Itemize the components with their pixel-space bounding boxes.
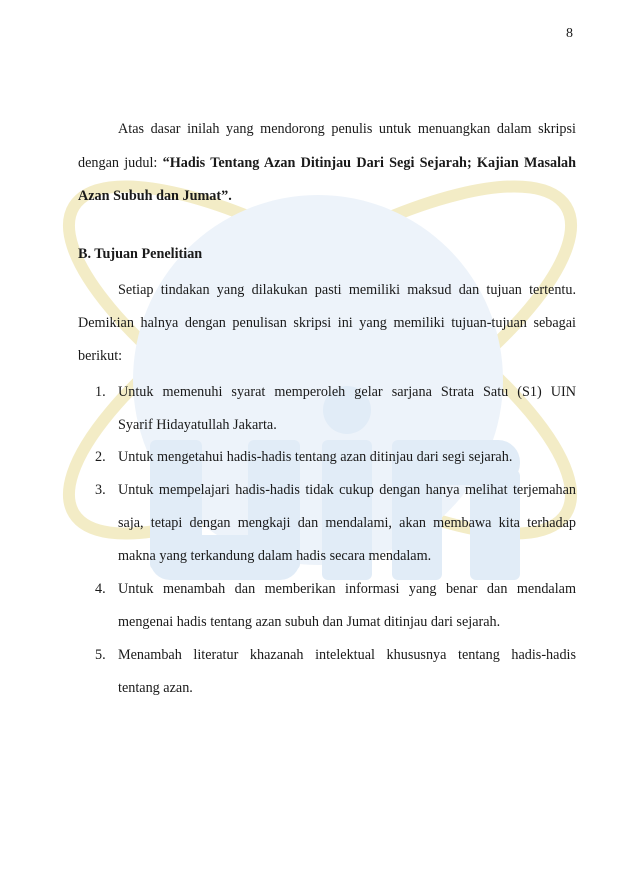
paragraph-line: berikut: bbox=[78, 348, 123, 364]
page-number: 8 bbox=[566, 26, 573, 41]
list-item-line: tentang azan. bbox=[118, 680, 193, 696]
list-item-line: saja, tetapi dengan mengkaji dan mendalami, akan membawa kita terhadap bbox=[118, 515, 576, 531]
list-item-number: 3. bbox=[95, 482, 106, 498]
list-item-line: Untuk mempelajari hadis-hadis tidak cukup dengan hanya melihat terjemahan bbox=[118, 482, 576, 498]
thesis-title-text: Azan Subuh dan Jumat”. bbox=[78, 188, 232, 204]
paragraph-line: Setiap tindakan yang dilakukan pasti memiliki maksud dan tujuan tertentu. bbox=[118, 282, 576, 298]
list-item-number: 4. bbox=[95, 581, 106, 597]
list-item-line: makna yang terkandung dalam hadis secara mendalam. bbox=[118, 548, 432, 564]
list-item-line: mengenai hadis tentang azan subuh dan Jumat ditinjau dari sejarah. bbox=[118, 614, 501, 630]
thesis-title-text: “Hadis Tentang Azan Ditinjau Dari Segi Sejarah; Kajian Masalah bbox=[162, 155, 576, 171]
paragraph-line bbox=[78, 154, 576, 172]
section-heading: B. Tujuan Penelitian bbox=[78, 246, 203, 262]
title-intro-text: dengan judul: bbox=[78, 155, 163, 171]
paragraph-line: Atas dasar inilah yang mendorong penulis untuk menuangkan dalam skripsi bbox=[118, 121, 576, 137]
paragraph-line: Demikian halnya dengan penulisan skripsi ini yang memiliki tujuan-tujuan sebagai bbox=[78, 315, 576, 331]
list-item-line: Menambah literatur khazanah intelektual khususnya tentang hadis-hadis bbox=[118, 647, 576, 663]
list-item-line: Untuk menambah dan memberikan informasi yang benar dan mendalam bbox=[118, 581, 576, 597]
list-item-number: 2. bbox=[95, 449, 106, 465]
list-item-number: 1. bbox=[95, 384, 106, 400]
list-item-line: Syarif Hidayatullah Jakarta. bbox=[118, 417, 277, 433]
list-item-line: Untuk mengetahui hadis-hadis tentang azan ditinjau dari segi sejarah. bbox=[118, 449, 513, 465]
list-item-number: 5. bbox=[95, 647, 106, 663]
list-item-line: Untuk memenuhi syarat memperoleh gelar sarjana Strata Satu (S1) UIN bbox=[118, 384, 576, 400]
